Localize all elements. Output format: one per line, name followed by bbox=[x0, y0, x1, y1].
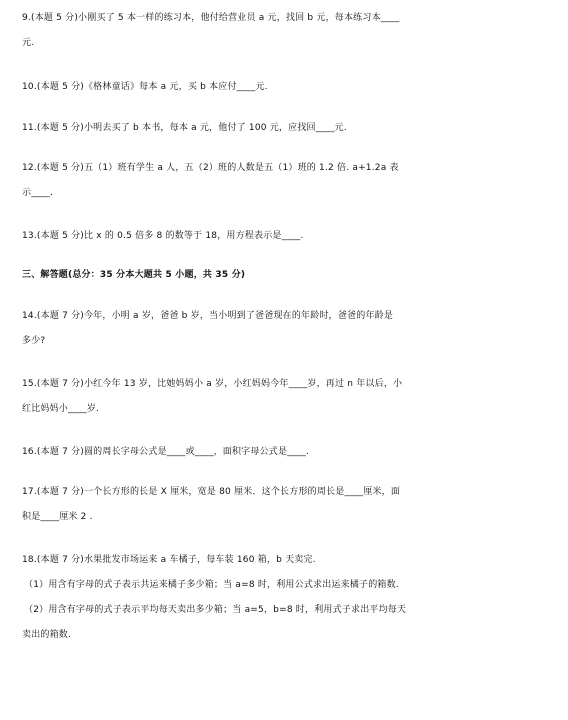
question-15 bbox=[22, 372, 552, 422]
question-18-part-1: （1）用含有字母的式子表示共运来橘子多少箱；当 a=8 时，利用公式求出运来橘子的箱数. bbox=[24, 580, 399, 590]
question-11 bbox=[22, 116, 552, 141]
question-12 bbox=[22, 156, 552, 206]
question-10-line-1: 10.(本题 5 分)《格林童话》每本 a 元，买 b 本应付____元. bbox=[22, 82, 268, 92]
question-16 bbox=[22, 440, 552, 465]
question-17-line-1: 17.(本题 7 分)一个长方形的长是 X 厘米，宽是 80 厘米．这个长方形的周长是____厘米，面 bbox=[22, 487, 401, 497]
question-18-line-1: 18.(本题 7 分)水果批发市场运来 a 车橘子，每车装 160 箱，b 天卖完. bbox=[22, 555, 316, 565]
section-3-title: 三、解答题(总分：35 分本大题共 5 小题，共 35 分) bbox=[22, 270, 246, 280]
question-9 bbox=[22, 6, 552, 56]
question-18-part-2-line-2: 卖出的箱数. bbox=[22, 630, 72, 640]
question-13 bbox=[22, 224, 552, 249]
question-12-line-2: 示____. bbox=[22, 188, 54, 198]
question-14-line-1: 14.(本题 7 分)今年，小明 a 岁，爸爸 b 岁，当小明到了爸爸现在的年龄时，爸爸的年龄是 bbox=[22, 311, 394, 321]
question-16-line-1: 16.(本题 7 分)圆的周长字母公式是____或____，面积字母公式是____. bbox=[22, 447, 310, 457]
question-12-line-1: 12.(本题 5 分)五（1）班有学生 a 人，五（2）班的人数是五（1）班的 1.2 倍. a+1.2a 表 bbox=[22, 163, 399, 173]
question-9-line-1: 9.(本题 5 分)小刚买了 5 本一样的练习本，他付给营业员 a 元，找回 b 元，每本练习本____ bbox=[22, 13, 400, 23]
question-10 bbox=[22, 75, 552, 100]
question-17 bbox=[22, 480, 552, 530]
question-13-line-1: 13.(本题 5 分)比 x 的 0.5 倍多 8 的数等于 18，用方程表示是____. bbox=[22, 231, 304, 241]
question-14-line-2: 多少? bbox=[22, 336, 46, 346]
question-15-line-1: 15.(本题 7 分)小红今年 13 岁，比她妈妈小 a 岁，小红妈妈今年____岁，再过 n 年以后，小 bbox=[22, 379, 403, 389]
question-18 bbox=[22, 548, 552, 648]
question-17-line-2: 积是____厘米 2 . bbox=[22, 512, 93, 522]
section-3-heading bbox=[22, 263, 552, 288]
question-11-line-1: 11.(本题 5 分)小明去买了 b 本书，每本 a 元，他付了 100 元，应找回____元. bbox=[22, 123, 347, 133]
question-14 bbox=[22, 304, 552, 354]
question-18-part-2-line-1: （2）用含有字母的式子表示平均每天卖出多少箱；当 a=5，b=8 时，利用式子求出平均每天 bbox=[24, 605, 407, 615]
question-9-line-2: 元. bbox=[22, 38, 35, 48]
question-15-line-2: 红比妈妈小____岁. bbox=[22, 404, 100, 414]
